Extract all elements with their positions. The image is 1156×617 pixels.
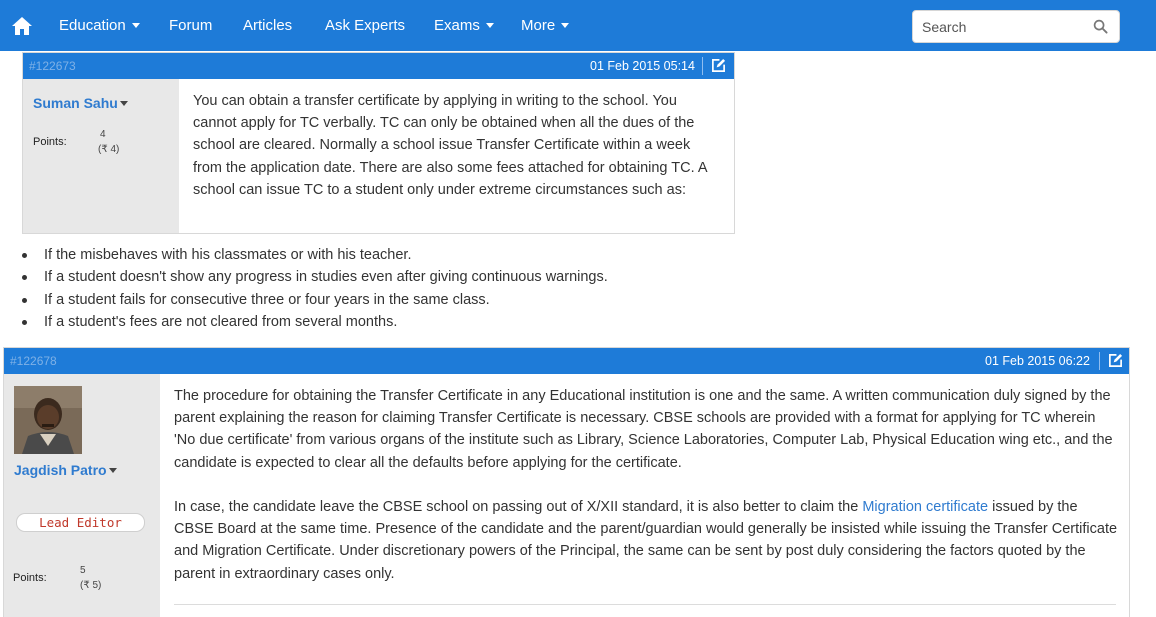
nav-articles[interactable]: Articles — [243, 17, 293, 34]
post-header — [4, 348, 1129, 374]
top-navbar — [0, 0, 1156, 51]
chevron-down-icon — [120, 101, 128, 106]
post-id[interactable]: #122673 — [29, 59, 76, 73]
home-icon[interactable] — [11, 15, 33, 37]
header-divider — [1099, 352, 1100, 370]
header-divider — [702, 57, 703, 75]
points-label: Points: — [33, 136, 67, 148]
post-date: 01 Feb 2015 05:14 — [590, 59, 695, 73]
post-date: 01 Feb 2015 06:22 — [985, 354, 1090, 368]
points-label: Points: — [13, 572, 47, 584]
chevron-down-icon — [109, 468, 117, 473]
search-box — [912, 10, 1120, 43]
search-input[interactable] — [913, 11, 1093, 42]
points-money: (₹ 4) — [98, 144, 120, 155]
post-body-paragraph: The procedure for obtaining the Transfer Certificate in any Educational institution is one and the same. A written communication duly signed by the parent explaining the reason for claiming Transfer Certificate is necessary. CBSE schools are provided with a format for applying for TC wherein 'No due certificate' from various organs of the institute such as Library, Science Laboratories, Computer Lab, Physical Education wing etc., and the candidate is expected to clear all the defaults before applying for the certificate. — [174, 388, 1113, 471]
nav-education[interactable]: Education — [59, 0, 140, 51]
author-name[interactable]: Suman Sahu — [33, 95, 128, 111]
edit-icon[interactable] — [1108, 353, 1123, 368]
avatar-photo-icon — [14, 386, 82, 454]
chevron-down-icon — [132, 23, 140, 28]
nav-ask-experts[interactable]: Ask Experts — [325, 17, 406, 34]
post-body-paragraph: In case, the candidate leave the CBSE school on passing out of X/XII standard, it is also better to claim the Migration certificate issued by the CBSE Board at the same time. Presence of the candidate and the parent/guardian would generally be insisted while issuing the Transfer Certificate and Migration Certificate. Under discretionary powers of the Principal, the same can be sent by post duly considering the factors quoted by the parent in extraordinary cases only. — [174, 499, 1118, 582]
divider — [174, 604, 1116, 605]
post-id[interactable]: #122678 — [10, 354, 57, 368]
points-value: 4 — [100, 129, 106, 140]
points-money: (₹ 5) — [80, 580, 102, 591]
list-item: If a student doesn't show any progress in studies even after giving continuous warnings. — [22, 266, 608, 288]
points-value: 5 — [80, 565, 86, 576]
post-header — [23, 53, 734, 79]
migration-certificate-link[interactable]: Migration certificate — [862, 499, 989, 515]
avatar[interactable] — [14, 386, 82, 454]
edit-icon[interactable] — [711, 58, 726, 73]
nav-forum[interactable]: Forum — [169, 17, 213, 34]
list-item: If a student fails for consecutive three or four years in the same class. — [22, 289, 608, 311]
nav-more[interactable]: More — [521, 0, 569, 51]
search-icon[interactable] — [1093, 19, 1108, 34]
author-name[interactable]: Jagdish Patro — [14, 462, 117, 478]
nav-exams[interactable]: Exams — [434, 0, 494, 51]
list-item: If a student's fees are not cleared from several months. — [22, 311, 608, 333]
reasons-list — [22, 244, 608, 333]
chevron-down-icon — [561, 23, 569, 28]
lead-editor-badge: Lead Editor — [16, 513, 145, 532]
answer-post — [22, 52, 735, 234]
list-item: If the misbehaves with his classmates or with his teacher. — [22, 244, 608, 266]
chevron-down-icon — [486, 23, 494, 28]
post-body: You can obtain a transfer certificate by applying in writing to the school. You cannot apply for TC verbally. TC can only be obtained when all the dues of the school are cleared. Normally a school issue Transfer Certificate within a week from the application date. There are also some fees attached for obtaining TC. A school can issue TC to a student only under extreme circumstances such as: — [193, 93, 707, 198]
